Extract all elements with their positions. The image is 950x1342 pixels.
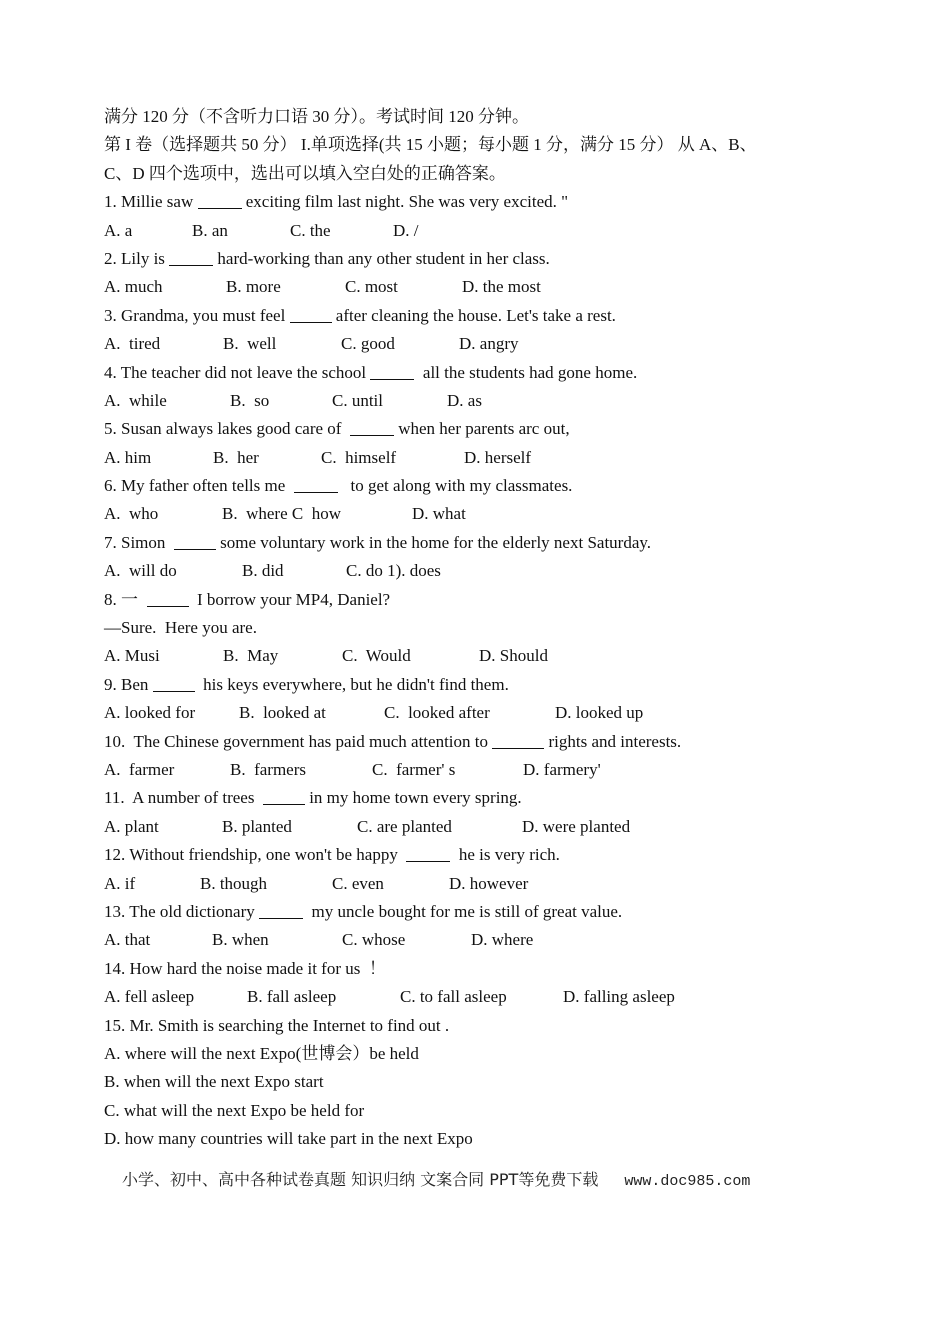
- option-c: C. whose: [342, 930, 406, 950]
- option-a: A. looked for: [104, 703, 196, 723]
- option-a: A. much: [104, 277, 163, 297]
- footer-text: 小学、初中、高中各种试卷真题 知识归纳 文案合同 PPT等免费下载: [122, 1170, 599, 1189]
- question-stem: 8. 一 I borrow your MP4, Daniel?: [104, 589, 391, 609]
- option-b: B. when will the next Expo start: [104, 1072, 324, 1092]
- option-b: B. fall asleep: [247, 987, 337, 1007]
- option-c: C. Would: [342, 646, 411, 666]
- option-a: A. tired: [104, 334, 161, 354]
- option-d: D. farmery': [523, 759, 601, 779]
- option-c: C. what will the next Expo be held for: [104, 1100, 365, 1120]
- question-options: [104, 387, 844, 415]
- option-a: A. plant: [104, 816, 159, 836]
- question-stem: 12. Without friendship, one won't be happy he is very rich.: [104, 845, 560, 865]
- option-b: B. more: [226, 277, 281, 297]
- option-d: D. were planted: [522, 816, 631, 836]
- option-b: B. looked at: [239, 703, 326, 723]
- option-b: B. her: [213, 447, 259, 467]
- question-options: [104, 870, 844, 898]
- option-c: C. farmer' s: [372, 759, 456, 779]
- option-d: D. what: [412, 504, 466, 524]
- question-stem: 1. Millie saw exciting film last night. She was very excited. ": [104, 192, 569, 212]
- answer-blank: [153, 673, 195, 692]
- option-c: C. looked after: [384, 703, 490, 723]
- answer-blank: [198, 190, 242, 209]
- question-options: [104, 756, 844, 784]
- answer-blank: [294, 474, 338, 493]
- option-d: D. falling asleep: [563, 987, 675, 1007]
- question-stem: 10. The Chinese government has paid much attention to rights and interests.: [104, 731, 682, 751]
- option-a: A. him: [104, 447, 152, 467]
- option-b: B. planted: [222, 816, 292, 836]
- option-a: A. Musi: [104, 646, 160, 666]
- answer-blank: [350, 417, 394, 436]
- question-stem: 13. The old dictionary my uncle bought for me is still of great value.: [104, 901, 623, 921]
- exam-page: [104, 103, 844, 1153]
- page-footer: [122, 1166, 842, 1196]
- question-stem: 3. Grandma, you must feel after cleaning the house. Let's take a rest.: [104, 305, 616, 325]
- question-stem: 15. Mr. Smith is searching the Internet to find out .: [104, 1015, 450, 1035]
- option-d: D. as: [447, 390, 482, 410]
- option-a: A. where will the next Expo(世博会）be held: [104, 1043, 419, 1063]
- question-stem: 5. Susan always lakes good care of when her parents arc out,: [104, 419, 570, 439]
- question-stem: 11. A number of trees in my home town every spring.: [104, 788, 522, 808]
- option-c: C. the: [290, 220, 331, 240]
- option-b: B. did: [242, 561, 284, 581]
- option-b: B. when: [212, 930, 269, 950]
- question-options: [104, 983, 844, 1011]
- question-options: [104, 557, 844, 585]
- option-b: B. May: [223, 646, 279, 666]
- option-d: D. herself: [464, 447, 532, 467]
- option-a: A. who: [104, 504, 159, 524]
- option-a: A. while: [104, 390, 167, 410]
- question-options: [104, 273, 844, 301]
- option-d: D. angry: [459, 334, 519, 354]
- option-c: C. most: [345, 277, 398, 297]
- question-options: [104, 642, 844, 670]
- answer-blank: [370, 361, 414, 380]
- option-b: B. well: [223, 334, 277, 354]
- option-a: A. farmer: [104, 759, 175, 779]
- option-c: C. good: [341, 334, 395, 354]
- option-d: D. /: [393, 220, 419, 240]
- option-a: A. fell asleep: [104, 987, 195, 1007]
- option-c: C. to fall asleep: [400, 987, 507, 1007]
- question-options: [104, 500, 844, 528]
- option-b: B. so: [230, 390, 270, 410]
- question-stem: 14. How hard the noise made it for us ！: [104, 958, 386, 978]
- question-options: [104, 926, 844, 954]
- option-d: D. how many countries will take part in the next Expo: [104, 1129, 473, 1149]
- footer-url[interactable]: www.doc985.com: [624, 1173, 751, 1190]
- option-c: C. until: [332, 390, 384, 410]
- answer-blank: [169, 247, 213, 266]
- option-a: A. will do: [104, 561, 177, 581]
- header-line-1: 满分 120 分（不含听力口语 30 分）。考试时间 120 分钟。: [104, 107, 529, 126]
- option-c: C. are planted: [357, 816, 452, 836]
- option-d: D. the most: [462, 277, 541, 297]
- dialogue-reply: —Sure. Here you are.: [104, 618, 257, 638]
- option-a: A. if: [104, 873, 136, 893]
- option-c: C. do 1). does: [346, 561, 441, 581]
- question-stem: 9. Ben his keys everywhere, but he didn't find them.: [104, 674, 509, 694]
- option-b: B. though: [200, 873, 268, 893]
- option-d: D. Should: [479, 646, 548, 666]
- option-d: D. looked up: [555, 703, 644, 723]
- question-options: [104, 699, 844, 727]
- option-b: B. where C how: [222, 504, 341, 524]
- answer-blank: [259, 900, 303, 919]
- question-stem: 2. Lily is hard-working than any other student in her class.: [104, 248, 550, 268]
- option-d: D. however: [449, 873, 529, 893]
- question-options: [104, 444, 844, 472]
- answer-blank: [290, 304, 332, 323]
- answer-blank: [263, 786, 305, 805]
- question-options: [104, 217, 844, 245]
- question-stem: 7. Simon some voluntary work in the home for the elderly next Saturday.: [104, 532, 652, 552]
- question-stem: 4. The teacher did not leave the school all the students had gone home.: [104, 362, 638, 382]
- header-line-3: C、D 四个选项中，选出可以填入空白处的正确答案。: [104, 163, 506, 183]
- option-d: D. where: [471, 930, 534, 950]
- question-options: [104, 330, 844, 358]
- question-options: [104, 813, 844, 841]
- option-c: C. even: [332, 873, 384, 893]
- answer-blank: [406, 843, 450, 862]
- answer-blank: [147, 588, 189, 607]
- answer-blank: [174, 531, 216, 550]
- header-line-2: 第 I 卷（选择题共 50 分） I.单项选择(共 15 小题；每小题 1 分，满分 15 分） 从 A、B、: [104, 135, 757, 155]
- option-b: B. an: [192, 220, 228, 240]
- question-stem: 6. My father often tells me to get along with my classmates.: [104, 476, 573, 496]
- answer-blank: [492, 730, 544, 749]
- option-a: A. that: [104, 930, 151, 950]
- option-a: A. a: [104, 220, 133, 240]
- option-c: C. himself: [321, 447, 397, 467]
- option-b: B. farmers: [230, 759, 307, 779]
